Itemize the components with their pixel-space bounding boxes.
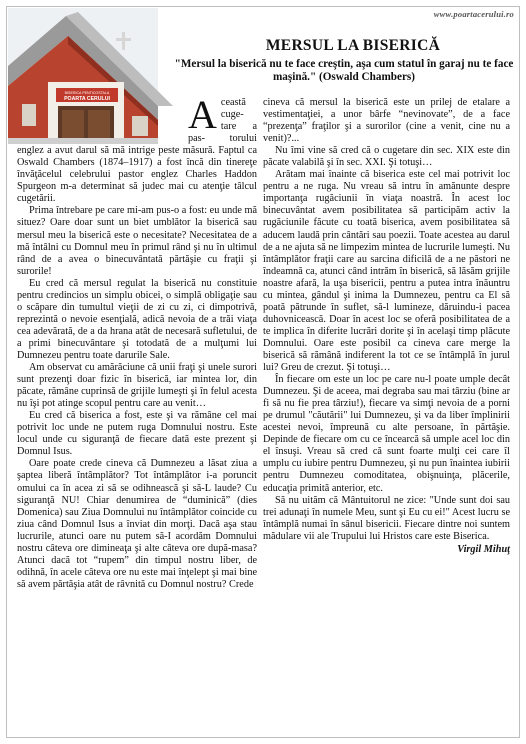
right-paragraph: Să nu uităm că Mântuitorul ne zice: "Unde sunt doi sau trei adunaţi în numele Meu, sunt şi Eu cu ei!" Acest lucru se întâmplă numai în sânul bisericii. Fiecare dintre noi suntem mădulare vii ale Trupului lui Hristos care este Biserica. <box>263 494 510 542</box>
right-paragraph: În fiecare om este un loc pe care nu-l poate umple decât Dumnezeu. Şi de aceea, mai degraba sau mai târziu (bine ar fi să nu fie prea târziu!), fiecare va simţi nevoia de a porni pe drumul "căutării" lui Dumnezeu, şi va da liber împlinirii acestei nevoi, împreună cu alte persoane, în părtăşie. Depinde de fiecare om cu ce încearcă să umple acel loc din el însuşi. Vreau să cred că sunt foarte mulţi cei care îl umplu cu iubire pentru Dumnezeu, şi nu pun înaintea iubirii pentru Dumnezeu comoditatea, obişnuinţa, plăcerile, educaţia primită anterior, etc. <box>263 374 510 494</box>
left-paragraph: Prima întrebare pe care mi-am pus-o a fost: eu unde mă situez? Oare doar sunt un biet umblător la biserică sau mersul meu la biserică este o necesitate? Necesitatea de a mă întâlni cu Domnul meu în primul rând şi nu în ultimul rând de a avea o binecuvântată părtăşie cu fraţii şi surorile! <box>17 205 257 277</box>
article-quote: "Mersul la biserică nu te face creştin, aşa cum statul în garaj nu te face maşină." (Oswald Chambers) <box>174 58 514 83</box>
right-paragraph: cineva că mersul la biserică este un prilej de etalare a vestimentaţiei, a unor bârfe “nevinovate”, de a face “prezenţa” fraţilor şi a surorilor (cine a venit, cine nu a venit)?... <box>263 97 510 145</box>
sign-line2: POARTA CERULUI <box>64 96 110 102</box>
right-column <box>263 97 510 556</box>
intro-text: ceastă cuge- tare a pas- torului englez a avut darul să mă intrige peste măsură. Faptul ca Oswald Chambers (1874–1917) a fost încă din tinereţe învăţăcelul celebrului pastor englez Charles Haddon Spurgeon m-a determinat să judec mai cu atenţie tâlcul cugetării. <box>17 97 257 205</box>
right-paragraph: Arătam mai înainte că biserica este cel mai potrivit loc pentru a ne ruga. Nu vreau să intru în amănunte despre importanţa rugăciunii în viaţa noastră. În acest loc binecuvântat avem posibilitatea să participăm activ la rugăciunile făcute cu toată biserica, avem posibilitatea să aducem laudă prin cântări sau poezii. Toate acestea au darul de a ne ajuta să ne limpezim mintea de lucrurile lumeşti. Nu întâmplător fraţii care au sarcina dificilă de a ne păstori ne îndeamnă ca, atunci când intrăm în biserică, să lăsăm grijile noastre afară, la uşa bisericii, pentru a putea intra înăuntru cu mintea, gândul şi inima la Dumnezeu, pentru ca El să poată pătrunde în suflet, să-l lumineze, dăruindu-i pacea duhovnicească. Doar în acest loc se oferă posibilitatea de a te implica în diferite lucrări dorite şi în acelaşi timp plăcute Domnului. Oare este posibil ca cineva care merge la biserică să rămână indiferent la tot ce se întâmplă în jurul lui? Greu de crezut. Şi totuşi… <box>263 169 510 374</box>
drop-cap: A <box>188 92 217 137</box>
author-signature: Virgil Mihuţ <box>457 543 510 555</box>
site-url[interactable]: www.poartacerului.ro <box>433 9 514 19</box>
article-title: MERSUL LA BISERICĂ <box>265 37 441 54</box>
left-paragraph: Am observat cu amărăciune că unii fraţi şi unele surori sunt prezenţi doar fizic în biserică, iar mintea lor, din păcate, rămâne cuprinsă de grijile lumeşti şi în felul acesta nu îşi pot atinge scopul pentru care au venit… <box>17 362 257 410</box>
right-paragraph: Nu îmi vine să cred că o cugetare din sec. XIX este din păcate valabilă şi în sec. XXI. Şi totuşi… <box>263 145 510 169</box>
left-paragraph: Eu cred că biserica a fost, este şi va rămâne cel mai potrivit loc unde ne putem ruga Domnului nostru. Este locul unde cu siguranţă de fiecare dată este prezent şi Domnul Isus. <box>17 410 257 458</box>
left-paragraph: Oare poate crede cineva că Dumnezeu a lăsat ziua a şaptea liberă întâmplător? Tot întâmplător i-a poruncit omului ca în acea zi să se odihnească şi să-L laude? Cu siguranţă NU! Chiar denumirea de “duminică” (dies Domenica) sau Ziua Domnului nu întâmplător coincide cu ziua când Domnul Isus a înviat din morţi. Dacă aşa stau lucrurile, atunci oare nu putem să-I acordăm Domnului nostru câteva ore dimineaţa şi alte câteva ore după-masa? Atunci dacă tot “rupem” din timpul nostru liber, de odihnă, în acele câteva ore nu este mai înţelept şi mai bine să avem părtăşia atât de râvnită cu Domnul nostru? Crede <box>17 458 257 590</box>
left-paragraph: Eu cred că mersul regulat la biserică nu constituie pentru credincios un simplu obicei, o simplă obligaţie sau o scăpare din tumultul vieţii de zi cu zi, ci dimpotrivă, reprezintă o nevoie esenţială, adică nevoia de a trăi viaţa cea adevărată, de a da hrana atât de necesară sufletului, de a primi binecuvântare şi totodată de a mulţumi lui Dumnezeu pentru toate darurile Sale. <box>17 277 257 361</box>
sign-line1: BISERICA PENTICOSTALA <box>64 91 110 95</box>
